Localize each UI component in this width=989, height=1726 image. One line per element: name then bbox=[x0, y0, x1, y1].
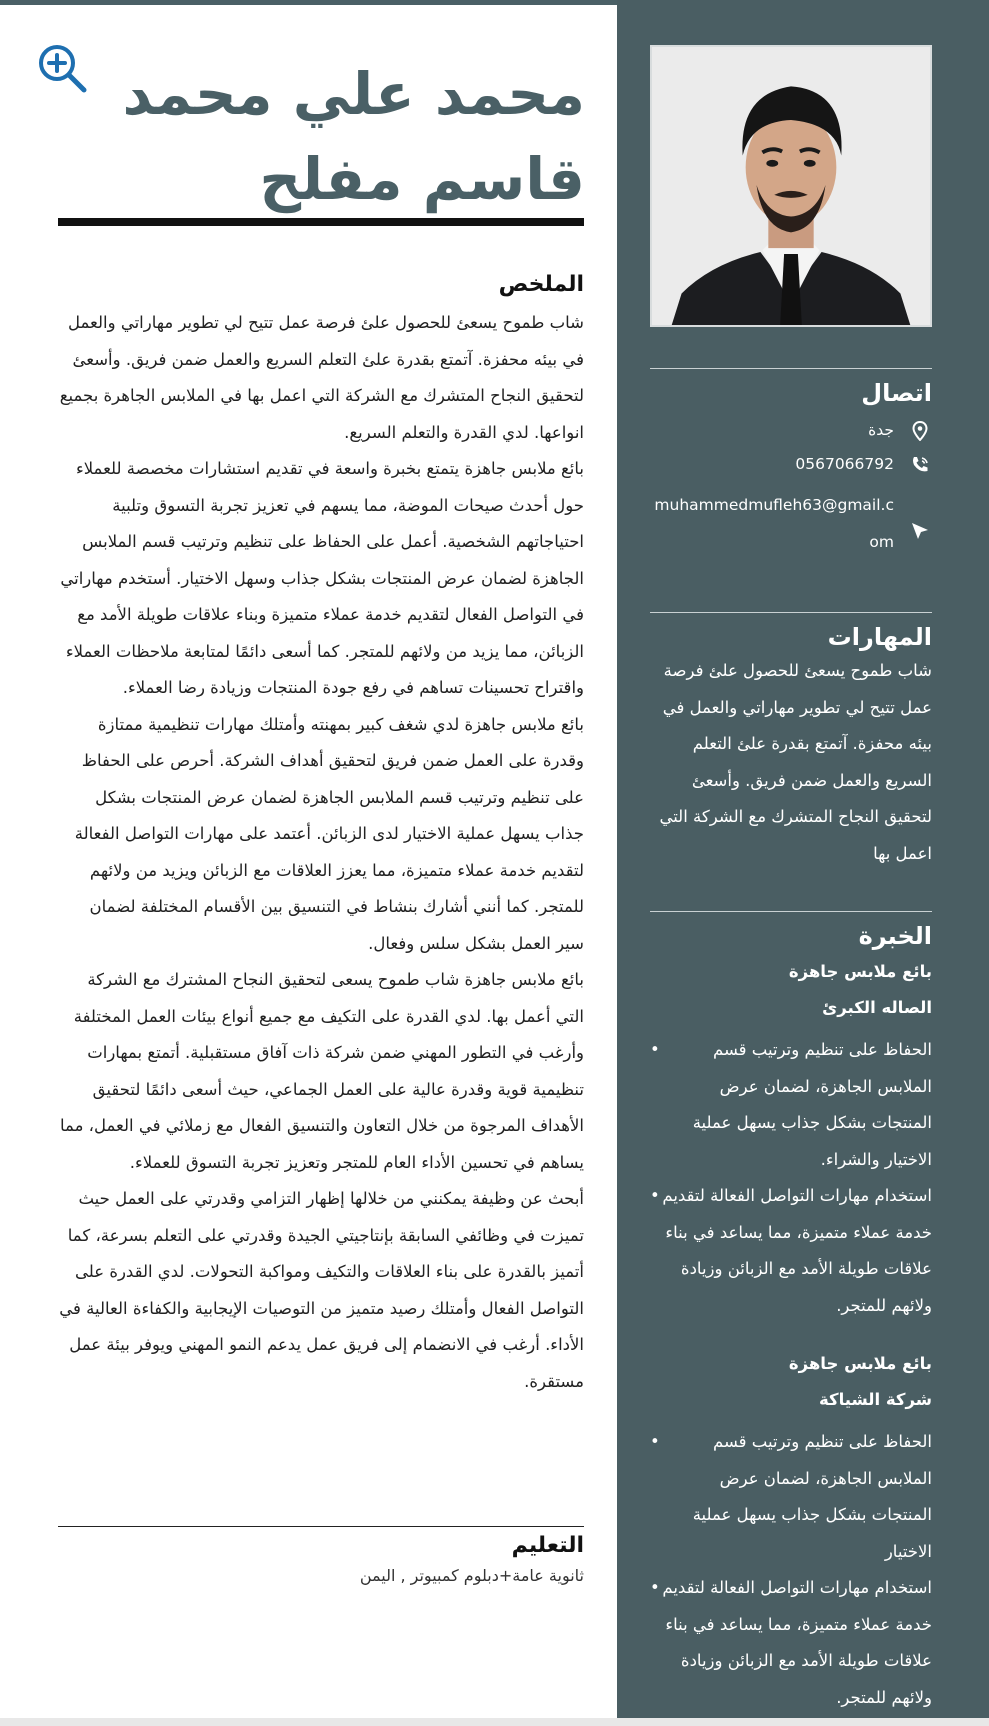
bullet-icon: • bbox=[650, 1432, 660, 1451]
contact-email[interactable]: muhammedmufleh63@gmail.com bbox=[654, 496, 894, 551]
summary-paragraph: بائع ملابس جاهزة يتمتع بخبرة واسعة في تقديم استشارات مخصصة للعملاء حول أحدث صيحات الموضة، مما يسهم في تعزيز تجربة التسوق وتلبية احتياجاتهم الشخصية. أعمل على الحفاظ على تنظيم وترتيب قسم الملابس الجاهزة لضمان عرض المنتجات بشكل جذاب وسهل الاختيار. أستخدم مهاراتي في التواصل الفعال لتقديم خدمة عملاء متميزة وبناء علاقات طويلة الأمد مع الزبائن، مما يزيد من ولائهم للمتجر. كما أسعى دائمًا لمتابعة ملاحظات العملاء واقتراح تحسينات تساهم في رفع جودة المنتجات وزيادة رضا العملاء. bbox=[60, 459, 584, 697]
job-duty bbox=[650, 1032, 932, 1178]
contact-location-row bbox=[650, 421, 932, 441]
phone-icon bbox=[908, 455, 932, 475]
bullet-icon: • bbox=[650, 1186, 660, 1205]
skills-section bbox=[650, 612, 932, 872]
summary-paragraph: بائع ملابس جاهزة شاب طموح يسعى لتحقيق النجاح المشترك مع الشركة التي أعمل بها. لدي القدرة على التكيف مع جميع أنواع بيئات العمل المختلفة وأرغب في التطور المهني ضمن شركة ذات آفاق مستقبلية. أتمتع بمهارات تنظيمية قوية وقدرة عالية على العمل الجماعي، حيث أسعى دائمًا لتحقيق الأهداف المرجوة من خلال التعاون والتنسيق الفعال مع زملائي في العمل، مما يساهم في تحسين الأداء العام للمتجر وتعزيز تجربة التسوق للعملاء. bbox=[60, 970, 584, 1172]
contact-email-row bbox=[650, 491, 932, 561]
skills-title: المهارات bbox=[827, 623, 932, 651]
cursor-icon bbox=[908, 521, 932, 541]
job-duty bbox=[650, 1570, 932, 1716]
summary-title: الملخص bbox=[498, 272, 584, 297]
job-role: بائع ملابس جاهزة bbox=[788, 1354, 932, 1373]
job-role: بائع ملابس جاهزة bbox=[788, 962, 932, 981]
bottom-bar bbox=[0, 1718, 989, 1726]
job-company: شركة الشياكة bbox=[818, 1390, 932, 1409]
profile-photo bbox=[650, 45, 932, 327]
job-duty-text: الحفاظ على تنظيم وترتيب قسم الملابس الجاهزة، لضمان عرض المنتجات بشكل جذاب يسهل عملية الاختيار bbox=[692, 1432, 932, 1561]
name-divider bbox=[58, 218, 584, 226]
experience-section bbox=[650, 911, 932, 1716]
experience-job bbox=[650, 954, 932, 1324]
contact-location: جدة bbox=[868, 421, 894, 439]
education-entry: ثانوية عامة+دبلوم كمبيوتر , اليمن bbox=[359, 1566, 584, 1585]
name-line-1: محمد علي محمد bbox=[122, 60, 585, 128]
job-duties-list bbox=[650, 1032, 932, 1324]
summary-paragraph: شاب طموح يسعئ للحصول علئ فرصة عمل تتيح لي تطوير مهاراتي والعمل في بيئه محفزة. آتمتع بقدرة علئ التعلم السريع والعمل ضمن فريق. وأسعئ لتحقيق النجاح المتشرك مع الشركة التي اعمل بها في الملابس الجاهرة بجميع انواعها. لدي القدرة والتعلم السريع. bbox=[59, 313, 584, 442]
candidate-name bbox=[115, 52, 585, 222]
contact-section bbox=[650, 368, 932, 561]
experience-title: الخبرة bbox=[858, 922, 932, 950]
education-section bbox=[58, 1526, 584, 1585]
job-duty bbox=[650, 1424, 932, 1570]
job-duty bbox=[650, 1178, 932, 1324]
summary-paragraph: بائع ملابس جاهزة لدي شغف كبير بمهنته وأمتلك مهارات تنظيمية ممتازة وقدرة على العمل ضمن فريق لتحقيق أهداف الشركة. أحرص على الحفاظ على تنظيم وترتيب قسم الملابس الجاهزة لضمان عرض المنتجات بشكل جذاب يسهل عملية الاختيار لدى الزبائن. أعتمد على مهارات التواصل الفعالة لتقديم خدمة عملاء متميزة، مما يعزز العلاقات مع الزبائن ويزيد من ولائهم للمتجر. كما أنني أشارك بنشاط في التنسيق بين الأقسام المختلفة لضمان سير العمل بشكل سلس وفعال. bbox=[74, 714, 584, 953]
location-pin-icon bbox=[908, 421, 932, 441]
job-duties-list bbox=[650, 1424, 932, 1716]
job-duty-text: استخدام مهارات التواصل الفعالة لتقديم خدمة عملاء متميزة، مما يساعد في بناء علاقات طويلة الأمد مع الزبائن وزيادة ولائهم للمتجر. bbox=[662, 1578, 932, 1707]
zoom-in-icon[interactable] bbox=[36, 42, 88, 94]
name-line-2: قاسم مفلح bbox=[259, 145, 585, 213]
summary-paragraph: أبحث عن وظيفة يمكنني من خلالها إظهار التزامي وقدرتي على العمل حيث تميزت في وظائفي السابقة بإنتاجيتي الجيدة وقدرتي على التعلم بسرعة، كما أتميز بالقدرة على بناء العلاقات والتكيف ومواكبة التحولات. لدي القدرة على التواصل الفعال وأمتلك رصيد متميز من التوصيات الإيجابية والكفاءة العالية في الأداء. أرغب في الانضمام إلى فريق عمل يدعم النمو المهني ويوفر بيئة عمل مستقرة. bbox=[59, 1189, 584, 1391]
summary-section bbox=[58, 272, 584, 1400]
experience-job bbox=[650, 1346, 932, 1716]
bullet-icon: • bbox=[650, 1578, 660, 1597]
contact-phone-row bbox=[650, 455, 932, 475]
contact-phone[interactable]: 0567066792 bbox=[795, 455, 894, 473]
bullet-icon: • bbox=[650, 1040, 660, 1059]
sidebar bbox=[617, 0, 989, 1726]
job-duty-text: استخدام مهارات التواصل الفعالة لتقديم خدمة عملاء متميزة، مما يساعد في بناء علاقات طويلة الأمد مع الزبائن وزيادة ولائهم للمتجر. bbox=[662, 1186, 932, 1315]
job-company: الصاله الكبرئ bbox=[822, 998, 932, 1017]
education-title: التعليم bbox=[511, 1533, 584, 1558]
skills-text: شاب طموح يسعئ للحصول علئ فرصة عمل تتيح لي تطوير مهاراتي والعمل في بيئه محفزة. آتمتع بقدرة علئ التعلم السريع والعمل ضمن فريق. وأسعئ لتحقيق النجاح المتشرك مع الشركة التي اعمل بها bbox=[659, 661, 932, 863]
contact-title: اتصال bbox=[861, 379, 932, 407]
job-duty-text: الحفاظ على تنظيم وترتيب قسم الملابس الجاهزة، لضمان عرض المنتجات بشكل جذاب يسهل عملية الاختيار والشراء. bbox=[692, 1040, 932, 1169]
